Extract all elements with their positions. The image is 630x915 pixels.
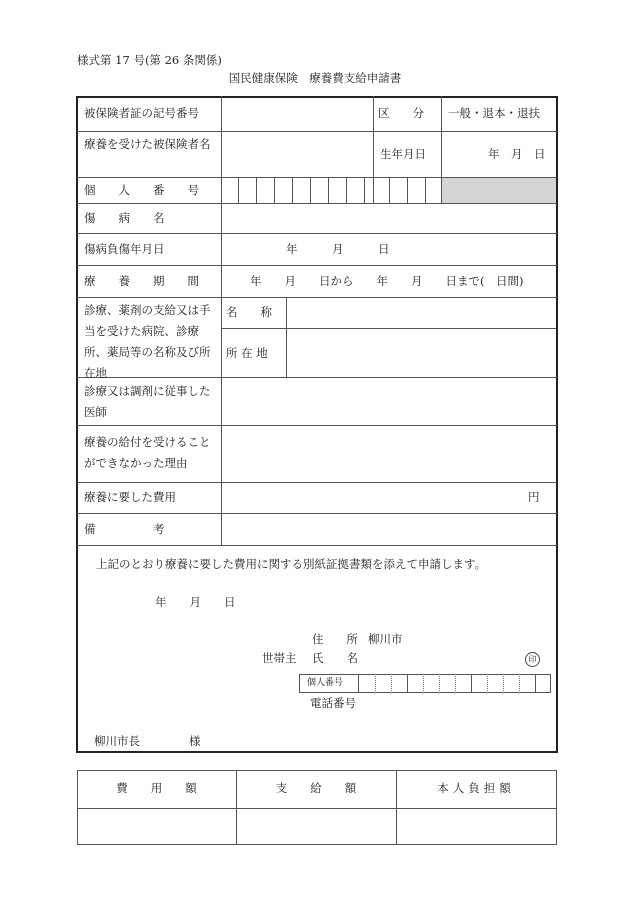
- summary-self-burden-field[interactable]: [397, 809, 556, 844]
- cost-label: 療養に要した費用: [84, 490, 176, 504]
- facility-address-field[interactable]: [287, 329, 556, 377]
- addressee-suffix: 様: [189, 734, 201, 748]
- householder-label: 世帯主: [262, 651, 297, 665]
- cost-unit: 円: [528, 490, 540, 504]
- facility-address-label: 所 在 地: [226, 346, 268, 360]
- illness-field[interactable]: [222, 204, 556, 233]
- personal-number-boxes[interactable]: [222, 178, 441, 203]
- summary-payment-field[interactable]: [237, 809, 396, 844]
- facility-name-label: 名 称: [226, 305, 272, 319]
- name-label: 氏 名: [312, 651, 358, 665]
- remarks-label: 備 考: [84, 522, 165, 536]
- application-date[interactable]: 年 月 日: [155, 595, 236, 609]
- summary-cost-field[interactable]: [78, 809, 236, 844]
- addressee: 柳川市長: [94, 734, 140, 748]
- category-label: 区 分: [378, 106, 424, 120]
- reason-field[interactable]: [222, 426, 556, 482]
- address-label: 住 所: [312, 632, 358, 646]
- patient-name-field[interactable]: [222, 132, 373, 177]
- seal-icon: 印: [525, 652, 540, 667]
- remarks-field[interactable]: [222, 514, 556, 545]
- birthdate-label: 生年月日: [380, 147, 426, 161]
- injury-date-field[interactable]: 年 月 日: [286, 242, 390, 256]
- address-value[interactable]: 柳川市: [368, 632, 403, 646]
- summary-header-self-burden: 本人負担額: [437, 781, 515, 795]
- phone-label: 電話番号: [310, 696, 356, 710]
- birthdate-field[interactable]: 年 月 日: [488, 147, 546, 161]
- period-label: 療 養 期 間: [84, 274, 199, 288]
- declaration-statement: 上記のとおり療養に要した費用に関する別紙証拠書類を添えて申請します。: [96, 557, 487, 571]
- summary-header-payment: 支 給 額: [275, 781, 357, 795]
- insured-cert-label: 被保険者証の記号番号: [84, 106, 199, 120]
- doctor-field[interactable]: [222, 378, 556, 425]
- summary-header-cost: 費 用 額: [116, 781, 197, 795]
- insured-cert-field[interactable]: [222, 97, 373, 131]
- doctor-label: 診療又は調剤に従事した医師: [84, 384, 211, 419]
- illness-label: 傷 病 名: [84, 211, 165, 225]
- facility-label: 診療、薬剤の支給又は手当を受けた病院、診療所、薬局等の名称及び所在地: [84, 303, 211, 380]
- personal-number-label: 個 人 番 号: [84, 183, 199, 197]
- facility-name-field[interactable]: [287, 298, 556, 328]
- form-reference: 様式第 17 号(第 26 条関係): [77, 53, 222, 67]
- period-field[interactable]: 年 月 日から 年 月 日まで( 日間): [250, 274, 524, 288]
- patient-name-label: 療養を受けた被保険者名: [84, 137, 211, 151]
- reason-label: 療養の給付を受けることができなかった理由: [84, 435, 211, 470]
- document-title: 国民健康保険 療養費支給申請書: [228, 71, 402, 85]
- personal-number-shaded-cell: [442, 178, 556, 203]
- applicant-personal-number-label: 個人番号: [307, 678, 344, 688]
- cost-field[interactable]: [222, 483, 522, 513]
- category-options[interactable]: 一般・退本・退扶: [448, 106, 540, 120]
- injury-date-label: 傷病負傷年月日: [84, 242, 165, 256]
